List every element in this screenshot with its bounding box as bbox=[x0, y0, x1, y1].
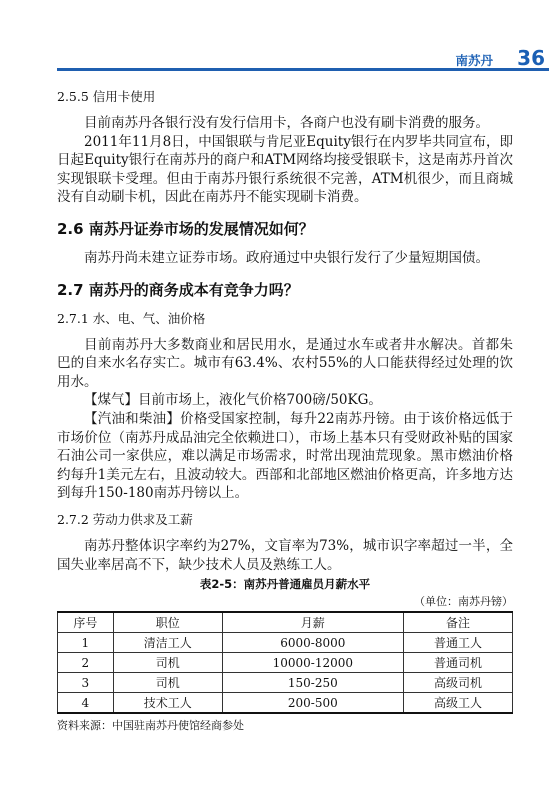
paragraph: 目前南苏丹大多数商业和居民用水，是通过水车或者井水解决。首都朱巴的自来水名存实亡。城市有63.4%、农村55%的人口能获得经过处理的饮用水。 bbox=[57, 336, 513, 390]
table-cell: 4 bbox=[58, 693, 114, 714]
table-unit: （单位：南苏丹镑） bbox=[414, 595, 513, 609]
paragraph: 南苏丹尚未建立证券市场。政府通过中央银行发行了少量短期国债。 bbox=[84, 249, 489, 266]
table-cell: 普通司机 bbox=[403, 653, 512, 673]
table-source: 资料来源：中国驻南苏丹使馆经商参处 bbox=[57, 719, 244, 733]
paragraph: 目前南苏丹各银行没有发行信用卡，各商户也没有刷卡消费的服务。 bbox=[84, 115, 489, 131]
table-cell: 高级工人 bbox=[403, 693, 512, 714]
table-cell: 200-500 bbox=[222, 693, 403, 714]
table-title: 表2-5：南苏丹普通雇员月薪水平 bbox=[199, 577, 371, 592]
heading-2-5-5: 2.5.5 信用卡使用 bbox=[57, 89, 156, 104]
table-header-row bbox=[58, 612, 513, 633]
paragraph: 【汽油和柴油】价格受国家控制，每升22南苏丹镑。由于该价格远低于市场价位（南苏丹成品油完全依赖进口），市场上基本只有受财政补贴的国家石油公司一家供应，难以满足市场需求，时常出现油荒现象。黑市燃油价格约每升1美元左右，且波动较大。西部和北部地区燃油价格更高，许多地方达到每升150-180南苏丹镑以上。 bbox=[57, 410, 513, 502]
column-header: 序号 bbox=[58, 612, 114, 633]
table-row bbox=[58, 673, 513, 693]
table-row bbox=[58, 633, 513, 653]
table-cell: 清洁工人 bbox=[113, 633, 222, 653]
page-content bbox=[57, 88, 513, 733]
table-cell: 3 bbox=[58, 673, 114, 693]
paragraph: 2011年11月8日，中国银联与肯尼亚Equity银行在内罗毕共同宣布，即日起Equity银行在南苏丹的商户和ATM网络均接受银联卡，这是南苏丹首次实现银联卡受理。但由于南苏丹银行系统很不完善，ATM机很少，而且商城没有自动刷卡机，因此在南苏丹不能实现刷卡消费。 bbox=[57, 133, 513, 206]
heading-2-7: 2.7 南苏丹的商务成本有竞争力吗？ bbox=[57, 280, 299, 299]
header-country: 南苏丹 bbox=[455, 53, 493, 68]
header-rule bbox=[57, 68, 549, 71]
paragraph: 南苏丹整体识字率约为27%，文盲率为73%，城市识字率超过一半，全国失业率居高不下，缺少技术人员及熟练工人。 bbox=[57, 537, 513, 573]
table-row bbox=[58, 653, 513, 673]
table-row bbox=[58, 693, 513, 714]
column-header: 月薪 bbox=[222, 612, 403, 633]
paragraph: 【煤气】目前市场上，液化气价格700磅/50KG。 bbox=[84, 392, 382, 409]
heading-2-7-1: 2.7.1 水、电、气、油价格 bbox=[57, 310, 206, 326]
column-header: 职位 bbox=[113, 612, 222, 633]
table-cell: 150-250 bbox=[222, 673, 403, 693]
table-cell: 10000-12000 bbox=[222, 653, 403, 673]
page-number: 36 bbox=[517, 46, 545, 70]
column-header: 备注 bbox=[403, 612, 512, 633]
heading-2-6: 2.6 南苏丹证券市场的发展情况如何？ bbox=[57, 219, 314, 238]
table-cell: 普通工人 bbox=[403, 633, 512, 653]
table-cell: 技术工人 bbox=[113, 693, 222, 714]
table-cell: 2 bbox=[58, 653, 114, 673]
heading-2-7-2: 2.7.2 劳动力供求及工薪 bbox=[57, 511, 193, 527]
table-cell: 高级司机 bbox=[403, 673, 512, 693]
table-cell: 6000-8000 bbox=[222, 633, 403, 653]
page-header bbox=[0, 40, 559, 74]
table-cell: 1 bbox=[58, 633, 114, 653]
salary-table bbox=[57, 611, 513, 714]
table-cell: 司机 bbox=[113, 673, 222, 693]
table-cell: 司机 bbox=[113, 653, 222, 673]
